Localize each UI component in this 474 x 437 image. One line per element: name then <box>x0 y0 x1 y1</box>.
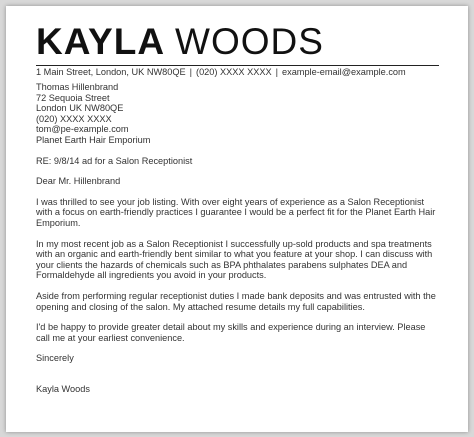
paragraph-4: I'd be happy to provide greater detail about my skills and experience during an interview. Please call me at your earliest convenience. <box>36 322 426 343</box>
salutation: Dear Mr. Hillenbrand <box>36 176 121 187</box>
sender-email: example-email@example.com <box>281 67 406 77</box>
signature: Kayla Woods <box>36 383 90 394</box>
contact-line <box>36 67 446 78</box>
paragraph-3: Aside from performing regular receptionist duties I made bank deposits and was entrusted with the opening and closing of the salon. My attached resume details my full capabilities. <box>36 290 436 312</box>
last-name: WOODS <box>175 21 324 62</box>
letter-page <box>6 6 468 432</box>
paragraph-2: In my most recent job as a Salon Receptionist I successfully up-sold products and spa treatments with an organic and earth-friendly bent similar to what you feature at your shop. I can discuss with your clients the hazards of chemicals such as BPA phthalates parabens sulphates DEA and Formaldehyde all ingredients you avoid in your products. <box>36 238 433 281</box>
recipient-name: Thomas Hillenbrand <box>36 82 119 92</box>
letter-body <box>36 82 441 394</box>
header-divider <box>36 65 439 66</box>
recipient-street: 72 Sequoia Street <box>36 92 110 103</box>
recipient-phone: (020) XXXX XXXX <box>36 113 112 124</box>
recipient-block <box>36 82 441 146</box>
paragraph-1: I was thrilled to see your job listing. With over eight years of experience as a Salon Receptionist with a focus on earth-friendly practices I guarantee I would be a perfect fit for the Planet Earth Hair Emporium. <box>36 196 436 228</box>
name-heading <box>36 22 324 62</box>
recipient-city: London UK NW80QE <box>36 103 124 114</box>
first-name: KAYLA <box>36 21 166 62</box>
closing: Sincerely <box>36 353 74 364</box>
sender-address: 1 Main Street, London, UK NW80QE <box>36 67 186 77</box>
recipient-company: Planet Earth Hair Emporium <box>36 134 151 145</box>
recipient-email: tom@pe-example.com <box>36 124 129 135</box>
separator: | <box>189 67 193 77</box>
separator: | <box>275 67 278 77</box>
subject-line: RE: 9/8/14 ad for a Salon Receptionist <box>36 155 193 166</box>
sender-phone: (020) XXXX XXXX <box>196 67 272 77</box>
